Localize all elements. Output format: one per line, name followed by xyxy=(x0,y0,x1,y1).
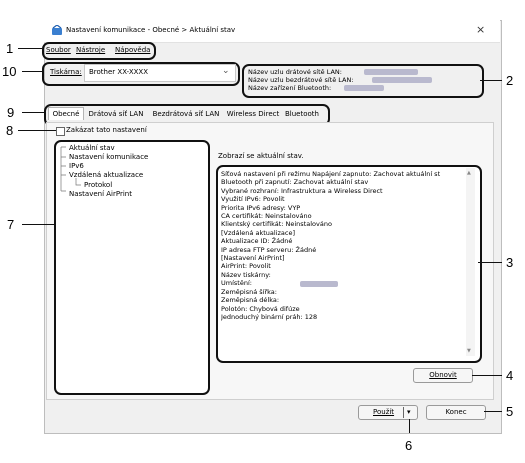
chevron-down-icon: ⌄ xyxy=(222,66,230,76)
status-line: Aktualizace ID: Žádné xyxy=(221,237,293,246)
scroll-down-icon[interactable]: ▼ xyxy=(467,348,471,354)
menu-soubor[interactable]: Soubor xyxy=(46,46,71,54)
wireless-node-name-label: Název uzlu bezdrátové sítě LAN: xyxy=(248,76,354,84)
status-line: Umístění: xyxy=(221,279,252,288)
menu-nastroje[interactable]: Nástroje xyxy=(76,46,106,54)
status-line: AirPrint: Povolit xyxy=(221,262,271,271)
status-line: Polotón: Chybová difúze xyxy=(221,304,300,313)
status-line: Klientský certifikát: Neinstalováno xyxy=(221,220,332,229)
tree-item-protokol[interactable]: Protokol xyxy=(84,181,113,189)
status-line: IP adresa FTP serveru: Žádné xyxy=(221,245,317,254)
close-icon[interactable]: × xyxy=(476,23,486,36)
refresh-label: Obnovit xyxy=(429,371,457,379)
status-line: Využití IPv6: Povolit xyxy=(221,195,285,204)
status-lines xyxy=(221,170,465,356)
printer-value: Brother XX-XXXX xyxy=(89,68,149,76)
printer-select[interactable] xyxy=(84,64,236,82)
callout-line-6 xyxy=(409,419,410,433)
refresh-button[interactable] xyxy=(413,368,473,383)
window-title: Nastavení komunikace - Obecné > Aktuální stav xyxy=(66,26,236,34)
tree-item-vzdalena-aktualizace[interactable]: Vzdálená aktualizace xyxy=(69,171,144,179)
status-line: [Nastavení AirPrint] xyxy=(221,254,285,263)
callout-number-8: 8 xyxy=(6,123,14,138)
callout-number-7: 7 xyxy=(7,217,15,232)
split-divider xyxy=(403,407,404,418)
apply-button[interactable] xyxy=(358,405,418,420)
dropdown-arrow-icon[interactable]: ▾ xyxy=(407,408,411,416)
redacted-value xyxy=(364,69,418,75)
status-line: Zeměpisná šířka: xyxy=(221,287,277,296)
callout-number-9: 9 xyxy=(7,105,15,120)
status-heading: Zobrazí se aktuální stav. xyxy=(218,152,304,160)
callout-line-9 xyxy=(22,112,44,113)
status-line: Síťová nastavení při režimu Napájení zapnuto: Zachovat aktuální st xyxy=(221,170,441,178)
disable-settings-checkbox[interactable] xyxy=(56,127,65,136)
app-icon xyxy=(51,25,63,37)
callout-line-4 xyxy=(472,375,502,376)
status-line: CA certifikát: Neinstalováno xyxy=(221,212,312,221)
tab-dratova-sit[interactable]: Drátová síť LAN xyxy=(88,110,144,118)
tree-item-aktualni-stav[interactable]: Aktuální stav xyxy=(69,144,115,152)
callout-line-7 xyxy=(22,224,54,225)
redacted-value xyxy=(300,281,338,287)
status-line: Jednoduchý binární práh: 128 xyxy=(221,312,318,321)
title-bar xyxy=(44,20,500,43)
redacted-value xyxy=(344,85,384,91)
status-line: Název tiskárny: xyxy=(221,270,271,279)
callout-number-5: 5 xyxy=(506,404,514,419)
callout-number-6: 6 xyxy=(405,438,413,453)
tree-item-nastaveni-airprint[interactable]: Nastavení AirPrint xyxy=(69,190,132,198)
exit-button[interactable] xyxy=(426,405,486,420)
callout-number-2: 2 xyxy=(506,73,514,88)
printer-label: Tiskárna: xyxy=(50,68,82,76)
tab-bezdratova-sit[interactable]: Bezdrátová síť LAN xyxy=(152,110,220,118)
callout-number-4: 4 xyxy=(506,368,514,383)
callout-line-1 xyxy=(18,48,42,49)
wired-node-name-label: Název uzlu drátové sítě LAN: xyxy=(248,68,342,76)
tab-bluetooth[interactable]: Bluetooth xyxy=(285,110,319,118)
apply-label: Použít xyxy=(373,408,395,416)
callout-line-5 xyxy=(484,411,502,412)
exit-label: Konec xyxy=(445,408,467,416)
status-line: Bluetooth při zapnutí: Zachovat aktuální stav xyxy=(221,178,369,187)
callout-number-3: 3 xyxy=(506,255,514,270)
tab-obecne[interactable]: Obecné xyxy=(48,107,84,120)
callout-line-10 xyxy=(22,71,42,72)
tree-item-ipv6[interactable]: IPv6 xyxy=(69,162,84,170)
status-scrollbar[interactable] xyxy=(466,168,475,356)
status-line: [Vzdálená aktualizace] xyxy=(221,228,295,237)
status-line: Priorita IPv6 adresy: VYP xyxy=(221,203,301,212)
menu-napoveda[interactable]: Nápověda xyxy=(115,46,151,54)
status-line: Vybrané rozhraní: Infrastruktura a Wireless Direct xyxy=(221,186,383,195)
tab-wireless-direct[interactable]: Wireless Direct xyxy=(226,110,280,118)
callout-line-3 xyxy=(478,262,502,263)
redacted-value xyxy=(372,77,432,83)
disable-settings-label: Zakázat tato nastavení xyxy=(66,126,147,134)
callout-line-8 xyxy=(18,130,56,131)
scroll-up-icon[interactable]: ▲ xyxy=(467,170,471,176)
tree-item-nastaveni-komunikace[interactable]: Nastavení komunikace xyxy=(69,153,149,161)
callout-number-1: 1 xyxy=(6,41,14,56)
callout-number-10: 10 xyxy=(2,64,17,79)
status-line: Zeměpisná délka: xyxy=(221,296,280,305)
callout-line-2 xyxy=(480,80,502,81)
bluetooth-device-name-label: Název zařízení Bluetooth: xyxy=(248,84,332,92)
